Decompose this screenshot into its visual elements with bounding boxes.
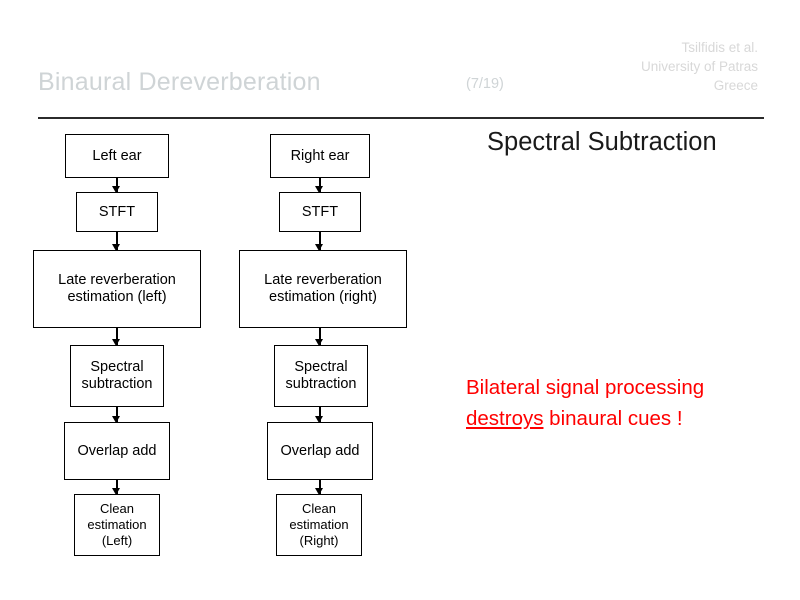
affiliation-line-2: University of Patras: [640, 59, 758, 74]
page-title: Binaural Dereverberation: [38, 68, 321, 96]
flow-node-right-stft: [279, 192, 361, 232]
callout-underlined-word: destroys: [466, 407, 544, 430]
flow-node-label: Overlap add: [280, 442, 360, 459]
flow-arrow: [116, 328, 118, 345]
flow-arrow: [319, 407, 321, 422]
flow-node-label: Overlap add: [77, 442, 157, 459]
flow-node-right-spectral-subtraction: [274, 345, 368, 407]
flow-node-left-overlap-add: [64, 422, 170, 480]
flow-node-label: Left ear: [92, 147, 142, 164]
flow-node-label: Right ear: [290, 147, 350, 164]
flow-node-label: Late reverberation estimation (left): [58, 272, 176, 305]
flow-node-label: Clean estimation (Right): [289, 501, 349, 548]
flow-arrow: [319, 480, 321, 494]
flow-node-label: Spectral subtraction: [81, 359, 153, 392]
flow-node-right-late-reverb: [239, 250, 407, 328]
flow-arrow: [116, 178, 118, 192]
section-heading: Spectral Subtraction: [487, 128, 717, 156]
flow-node-label: Clean estimation (Left): [87, 501, 147, 548]
flow-node-left-late-reverb: [33, 250, 201, 328]
flow-node-left-spectral-subtraction: [70, 345, 164, 407]
flow-arrow: [319, 328, 321, 345]
flow-node-label: Late reverberation estimation (right): [264, 272, 382, 305]
affiliation-line-3: Greece: [713, 78, 758, 93]
flow-node-right-clean-estimation: [276, 494, 362, 556]
flow-node-right-overlap-add: [267, 422, 373, 480]
flow-node-right-ear: [270, 134, 370, 178]
flow-node-label: Spectral subtraction: [285, 359, 357, 392]
flow-arrow: [116, 480, 118, 494]
slide-number: (7/19): [466, 76, 504, 92]
flow-node-label: STFT: [98, 203, 136, 220]
affiliation-block: [641, 38, 758, 95]
callout-part-2: binaural cues !: [543, 407, 683, 430]
flow-node-left-clean-estimation: [74, 494, 160, 556]
flow-arrow: [116, 407, 118, 422]
flow-arrow: [116, 232, 118, 250]
affiliation-line-1: Tsilfidis et al.: [681, 40, 758, 55]
callout-part-1: Bilateral signal processing: [466, 376, 705, 399]
flow-arrow: [319, 178, 321, 192]
flow-arrow: [319, 232, 321, 250]
flow-node-label: STFT: [301, 203, 339, 220]
callout-text: [466, 372, 786, 434]
flow-node-left-stft: [76, 192, 158, 232]
flow-node-left-ear: [65, 134, 169, 178]
